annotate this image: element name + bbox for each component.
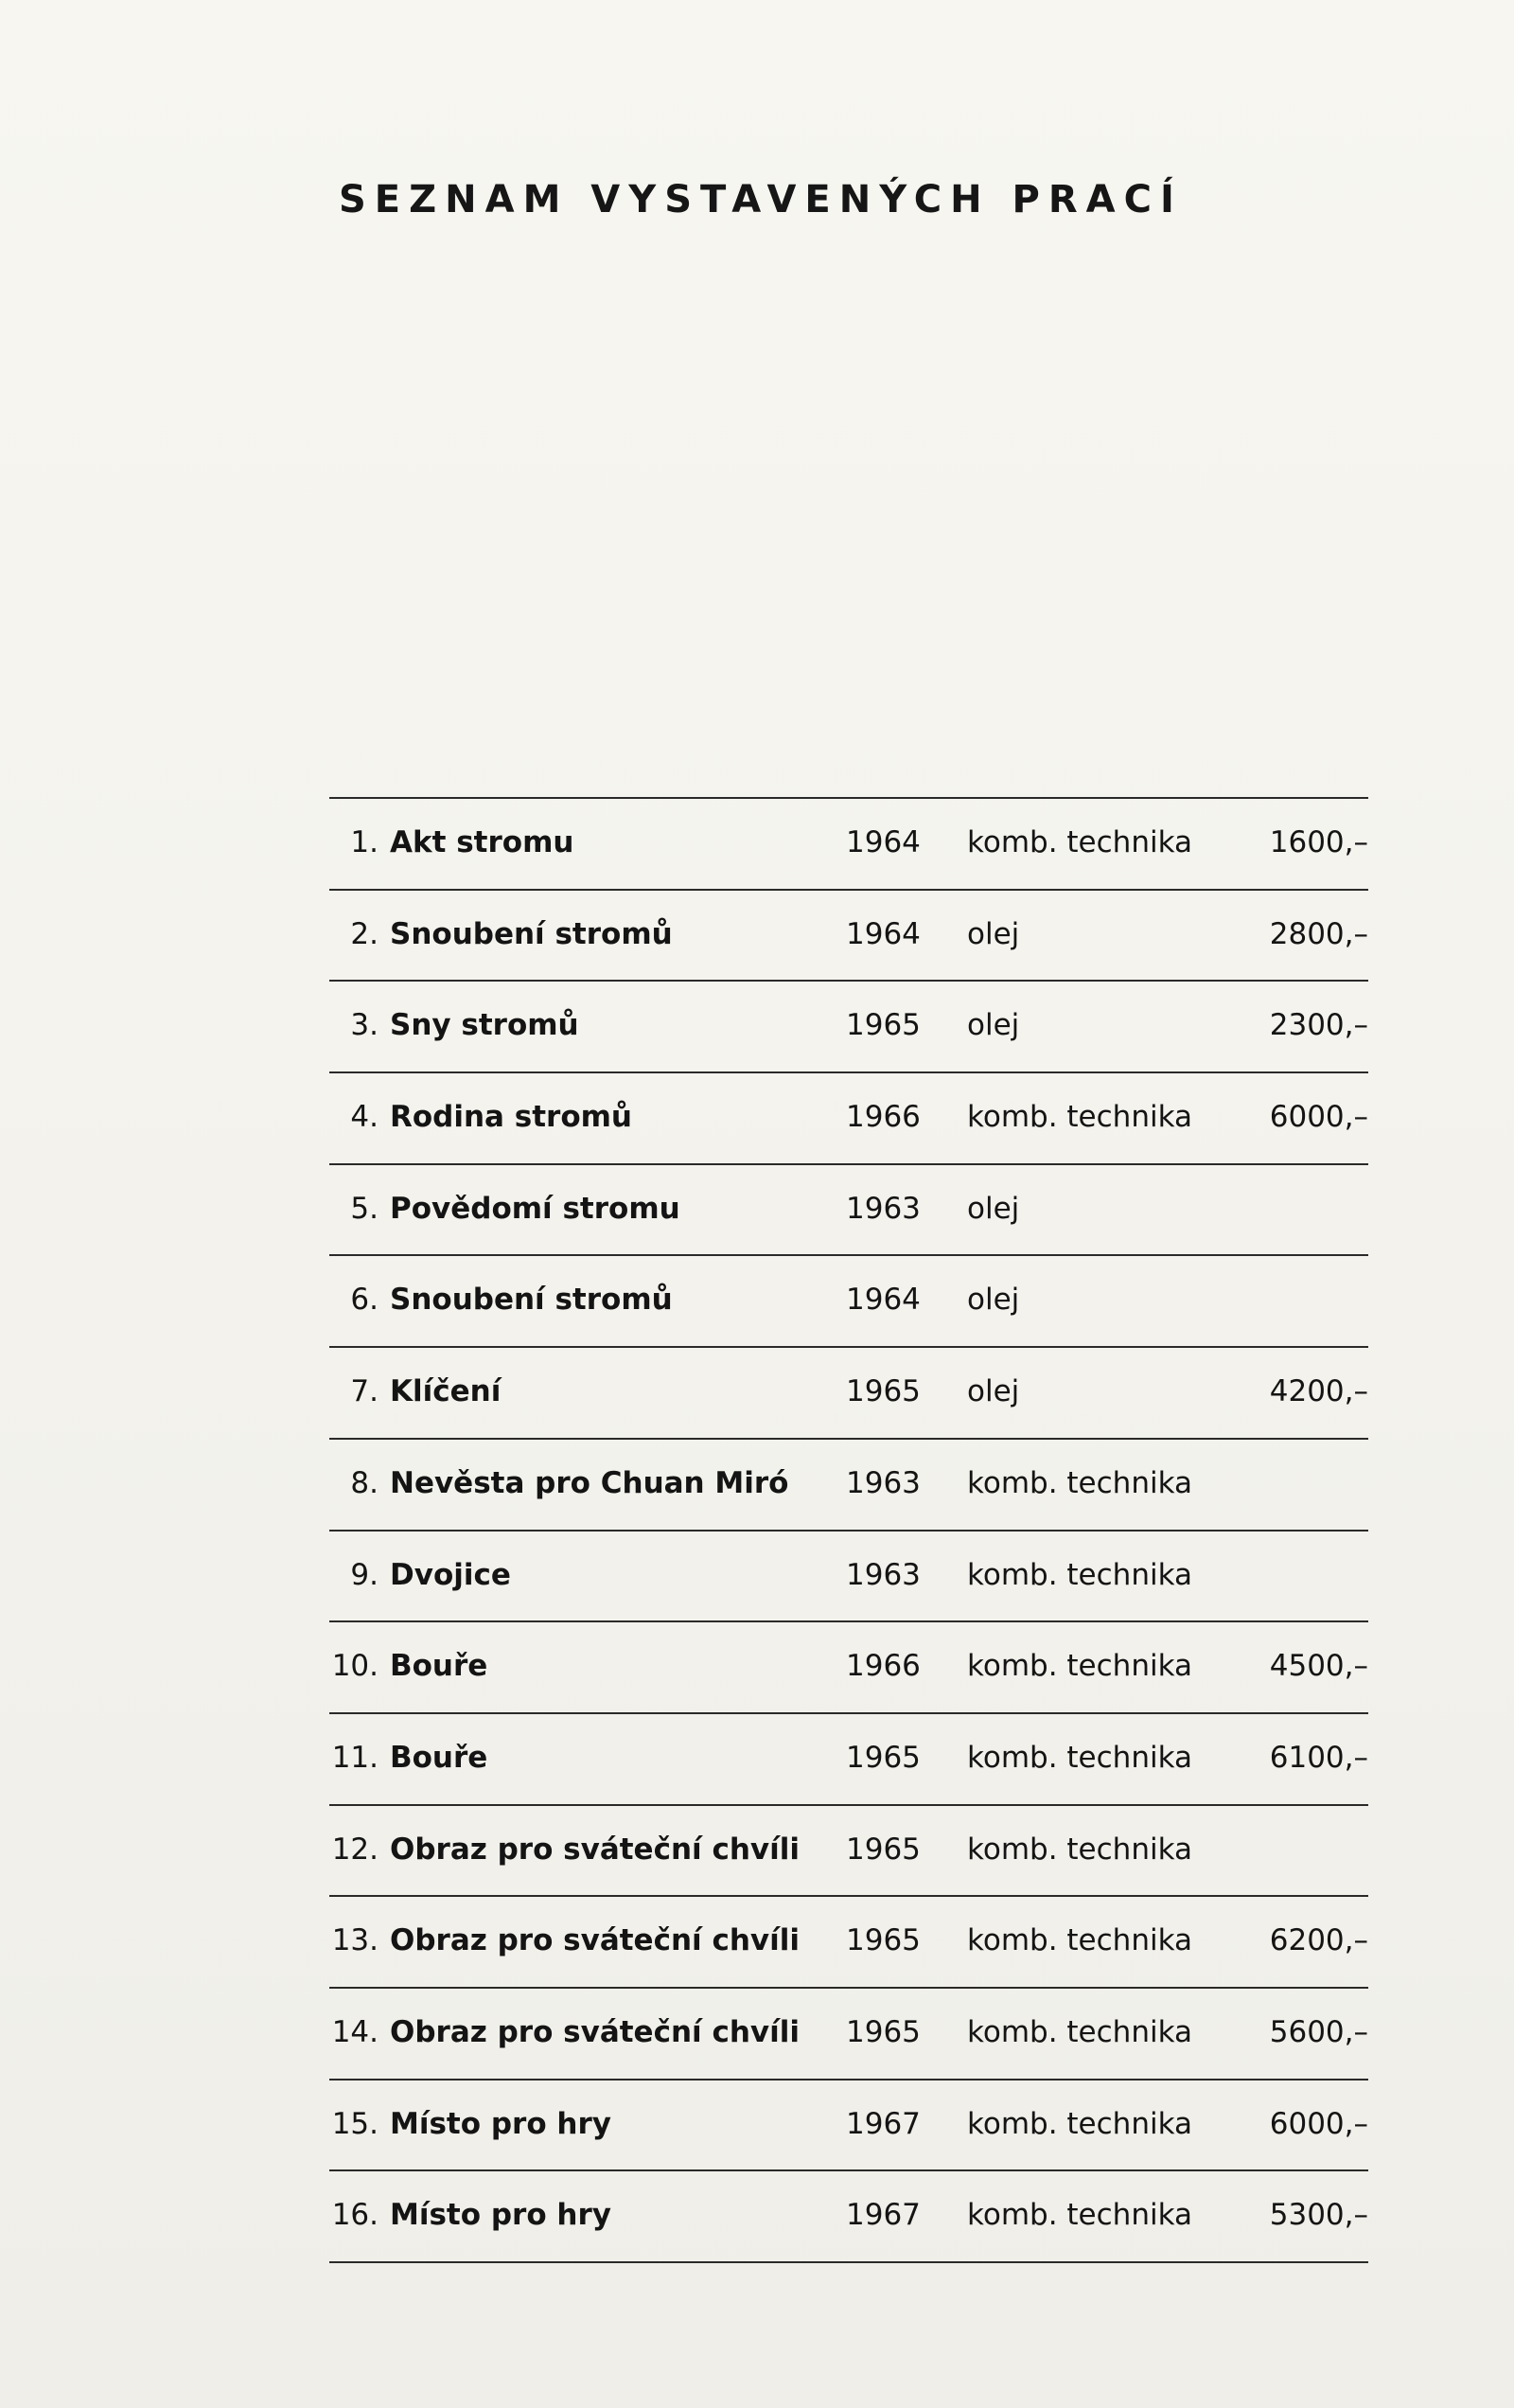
- work-number: 2.: [350, 916, 378, 951]
- work-year: 1964: [846, 916, 921, 951]
- work-technique: olej: [967, 1283, 1020, 1318]
- work-title: Akt stromu: [390, 825, 574, 859]
- work-year: 1964: [846, 1283, 921, 1318]
- table-row: [329, 1989, 1368, 2079]
- table-row: [329, 891, 1368, 981]
- work-price: 4200,–: [1269, 1374, 1368, 1409]
- work-technique: olej: [967, 1008, 1020, 1043]
- work-technique: komb. technika: [967, 1923, 1192, 1958]
- work-number: 10.: [331, 1649, 378, 1684]
- work-number: 16.: [331, 2198, 378, 2233]
- work-number: 13.: [331, 1923, 378, 1958]
- work-technique: komb. technika: [967, 1465, 1192, 1500]
- work-price: 2800,–: [1269, 916, 1368, 951]
- table-row: [329, 2171, 1368, 2261]
- work-price: 5300,–: [1269, 2198, 1368, 2233]
- work-year: 1965: [846, 1923, 921, 1958]
- work-price: 2300,–: [1269, 1008, 1368, 1043]
- table-row: [329, 982, 1368, 1071]
- work-title: Snoubení stromů: [390, 1283, 673, 1318]
- work-title: Obraz pro sváteční chvíli: [390, 1832, 800, 1867]
- work-price: 6100,–: [1269, 1740, 1368, 1775]
- work-number: 9.: [350, 1557, 378, 1592]
- work-price: 6000,–: [1269, 1100, 1368, 1135]
- work-title: Místo pro hry: [390, 2198, 611, 2233]
- work-technique: komb. technika: [967, 1557, 1192, 1592]
- page-title: SEZNAM VYSTAVENÝCH PRACÍ: [339, 178, 1183, 221]
- work-technique: komb. technika: [967, 2014, 1192, 2049]
- work-title: Bouře: [390, 1649, 488, 1684]
- work-technique: komb. technika: [967, 1649, 1192, 1684]
- work-year: 1966: [846, 1100, 921, 1135]
- work-year: 1963: [846, 1465, 921, 1500]
- work-number: 1.: [350, 825, 378, 859]
- work-title: Obraz pro sváteční chvíli: [390, 1923, 800, 1958]
- table-row: [329, 1532, 1368, 1621]
- work-title: Bouře: [390, 1740, 488, 1775]
- work-technique: komb. technika: [967, 2106, 1192, 2141]
- work-technique: komb. technika: [967, 1740, 1192, 1775]
- work-title: Obraz pro sváteční chvíli: [390, 2014, 800, 2049]
- work-technique: komb. technika: [967, 2198, 1192, 2233]
- table-row: [329, 1165, 1368, 1255]
- work-title: Klíčení: [390, 1374, 502, 1409]
- work-technique: olej: [967, 1191, 1020, 1226]
- work-price: 6200,–: [1269, 1923, 1368, 1958]
- table-row: [329, 799, 1368, 889]
- work-year: 1963: [846, 1557, 921, 1592]
- work-number: 12.: [331, 1832, 378, 1867]
- work-price: 1600,–: [1269, 825, 1368, 859]
- work-year: 1967: [846, 2106, 921, 2141]
- table-rule: [329, 2261, 1368, 2263]
- work-technique: komb. technika: [967, 1832, 1192, 1867]
- works-list: [329, 797, 1368, 2263]
- work-year: 1965: [846, 1740, 921, 1775]
- work-price: 5600,–: [1269, 2014, 1368, 2049]
- work-title: Snoubení stromů: [390, 916, 673, 951]
- table-row: [329, 1714, 1368, 1804]
- work-year: 1965: [846, 2014, 921, 2049]
- work-year: 1965: [846, 1832, 921, 1867]
- work-title: Dvojice: [390, 1557, 511, 1592]
- work-number: 6.: [350, 1283, 378, 1318]
- work-year: 1965: [846, 1008, 921, 1043]
- table-row: [329, 1440, 1368, 1530]
- work-technique: komb. technika: [967, 1100, 1192, 1135]
- work-number: 3.: [350, 1008, 378, 1043]
- work-year: 1967: [846, 2198, 921, 2233]
- work-year: 1963: [846, 1191, 921, 1226]
- work-technique: komb. technika: [967, 825, 1192, 859]
- table-row: [329, 1256, 1368, 1346]
- work-year: 1966: [846, 1649, 921, 1684]
- table-row: [329, 1897, 1368, 1987]
- work-number: 7.: [350, 1374, 378, 1409]
- work-price: 4500,–: [1269, 1649, 1368, 1684]
- work-number: 15.: [331, 2106, 378, 2141]
- work-technique: olej: [967, 1374, 1020, 1409]
- work-title: Místo pro hry: [390, 2106, 611, 2141]
- work-number: 8.: [350, 1465, 378, 1500]
- table-row: [329, 1806, 1368, 1896]
- work-technique: olej: [967, 916, 1020, 951]
- work-title: Sny stromů: [390, 1008, 579, 1043]
- table-row: [329, 1622, 1368, 1712]
- work-year: 1965: [846, 1374, 921, 1409]
- work-number: 11.: [331, 1740, 378, 1775]
- work-price: 6000,–: [1269, 2106, 1368, 2141]
- work-title: Povědomí stromu: [390, 1191, 680, 1226]
- work-title: Nevěsta pro Chuan Miró: [390, 1465, 789, 1500]
- work-number: 5.: [350, 1191, 378, 1226]
- table-row: [329, 2080, 1368, 2170]
- work-number: 4.: [350, 1100, 378, 1135]
- table-row: [329, 1073, 1368, 1163]
- work-year: 1964: [846, 825, 921, 859]
- table-row: [329, 1348, 1368, 1438]
- work-number: 14.: [331, 2014, 378, 2049]
- work-title: Rodina stromů: [390, 1100, 632, 1135]
